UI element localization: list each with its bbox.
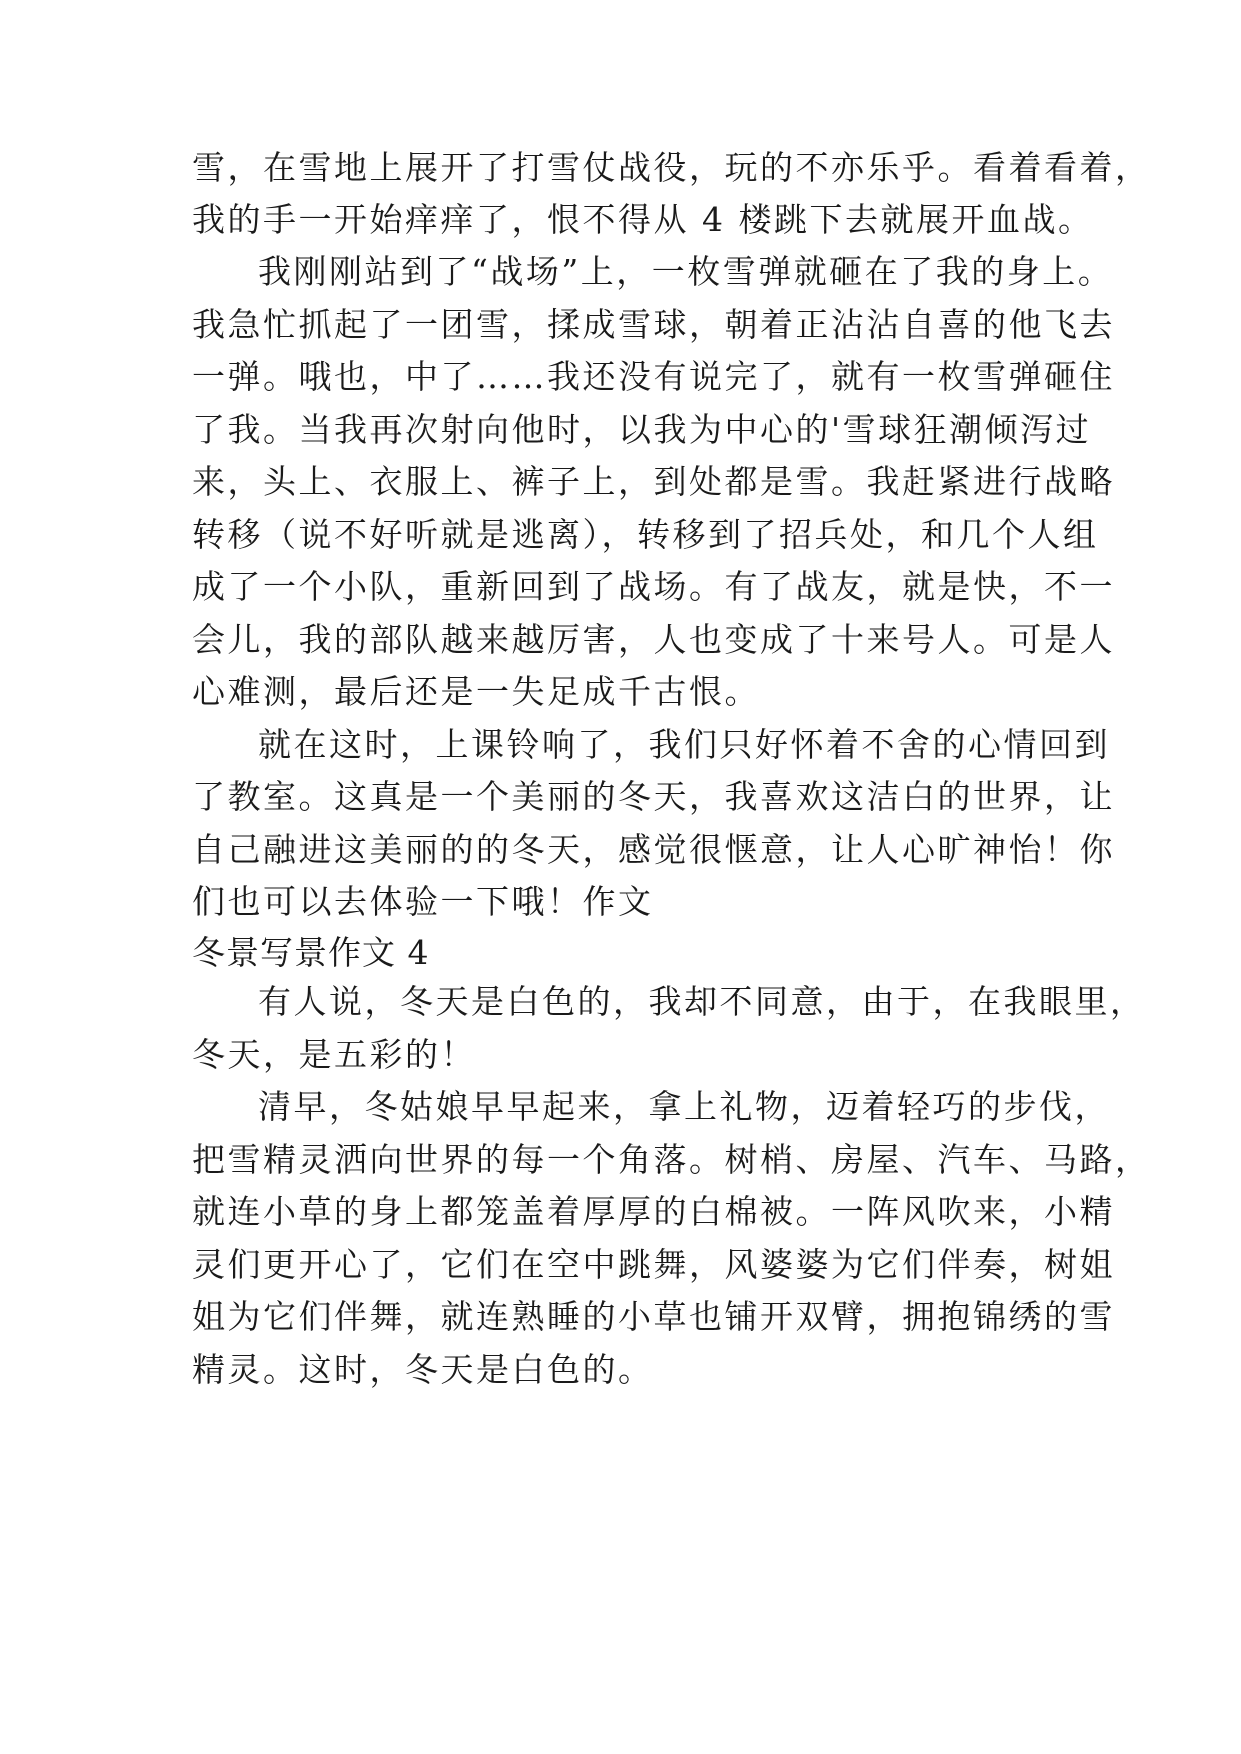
paragraph-2-line-6: 转移（说不好听就是逃离），转移到了招兵处，和几个人组 [192,515,1099,554]
paragraph-1-line-1: 雪，在雪地上展开了打雪仗战役，玩的不亦乐乎。看着看着， [192,148,1151,187]
paragraph-1-line-2: 我的手一开始痒痒了，恨不得从 4 楼跳下去就展开血战。 [192,200,1094,239]
paragraph-3-line-3: 自己融进这美丽的的冬天，感觉很惬意，让人心旷神怡！你 [192,830,1115,869]
paragraph-5-line-4: 灵们更开心了，它们在空中跳舞，风婆婆为它们伴奏，树姐 [192,1245,1115,1284]
paragraph-5-line-5: 姐为它们伴舞，就连熟睡的小草也铺开双臂，拥抱锦绣的雪 [192,1297,1115,1336]
paragraph-5-line-2: 把雪精灵洒向世界的每一个角落。树梢、房屋、汽车、马路， [192,1140,1151,1179]
paragraph-3-line-1: 就在这时，上课铃响了，我们只好怀着不舍的心情回到 [258,725,1110,764]
paragraph-3-line-2: 了教室。这真是一个美丽的冬天，我喜欢这洁白的世界，让 [192,777,1115,816]
paragraph-2-line-3: 一弹。哦也，中了……我还没有说完了，就有一枚雪弹砸住 [192,357,1115,396]
paragraph-3-line-4: 们也可以去体验一下哦！作文 [192,882,654,921]
paragraph-2-line-9: 心难测，最后还是一失足成千古恨。 [192,672,760,711]
paragraph-2-line-7: 成了一个小队，重新回到了战场。有了战友，就是快，不一 [192,567,1115,606]
paragraph-4-line-2: 冬天，是五彩的！ [192,1035,476,1074]
section-heading: 冬景写景作文 4 [192,933,430,972]
paragraph-2-line-1: 我刚刚站到了“战场”上，一枚雪弹就砸在了我的身上。 [258,252,1114,291]
paragraph-2-line-4: 了我。当我再次射向他时，以我为中心的'雪球狂潮倾泻过 [192,410,1092,449]
paragraph-2-line-8: 会儿，我的部队越来越厉害，人也变成了十来号人。可是人 [192,620,1115,659]
paragraph-4-line-1: 有人说，冬天是白色的，我却不同意，由于，在我眼里， [258,982,1146,1021]
paragraph-2-line-2: 我急忙抓起了一团雪，揉成雪球，朝着正沾沾自喜的他飞去 [192,305,1115,344]
paragraph-5-line-3: 就连小草的身上都笼盖着厚厚的白棉被。一阵风吹来，小精 [192,1192,1115,1231]
paragraph-2-line-5: 来，头上、衣服上、裤子上，到处都是雪。我赶紧进行战略 [192,462,1115,501]
paragraph-5-line-1: 清早，冬姑娘早早起来，拿上礼物，迈着轻巧的步伐， [258,1087,1110,1126]
paragraph-5-line-6: 精灵。这时，冬天是白色的。 [192,1350,654,1389]
